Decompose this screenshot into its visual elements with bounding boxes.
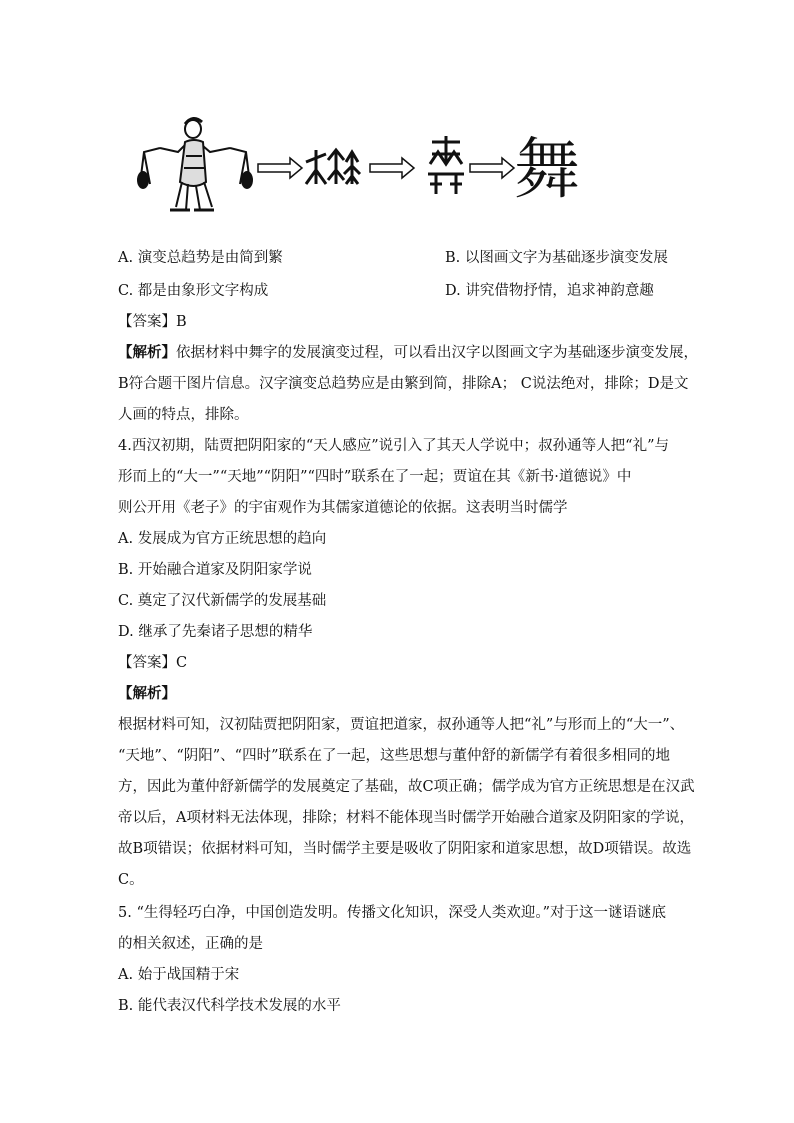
q4-stem-line-1: 4.西汉初期，陆贾把阴阳家的“天人感应”说引入了其天人学说中；叔孙通等人把“礼”与 <box>118 438 669 454</box>
q5-option-b: B. 能代表汉代科学技术发展的水平 <box>118 998 341 1014</box>
oracle-bone-wu-icon <box>306 150 360 184</box>
q4-analysis-line-2: “天地”、“阴阳”、“四时”联系在了一起，这些思想与董仲舒的新儒学有着很多相同的地 <box>118 748 670 764</box>
q4-stem-line-3: 则公开用《老子》的宇宙观作为其儒家道德论的依据。这表明当时儒学 <box>118 500 568 516</box>
q3-answer: 【答案】B <box>118 314 187 330</box>
q5-option-a: A. 始于战国精于宋 <box>118 967 240 983</box>
arrow-right-icon <box>470 158 514 178</box>
modern-wu-character: 舞 <box>514 131 580 208</box>
q3-option-a: A. 演变总趋势是由简到繁 <box>118 250 283 266</box>
q3-option-c: C. 都是由象形文字构成 <box>118 283 269 299</box>
q5-stem-line-1: 5. “生得轻巧白净，中国创造发明。传播文化知识，深受人类欢迎。”对于这一谜语谜底 <box>118 905 667 921</box>
q4-stem-line-2: 形而上的“大一”“天地”“阴阳”“四时”联系在了一起；贾谊在其《新书·道德说》中 <box>118 469 632 485</box>
evolution-illustration <box>130 112 590 222</box>
q3-analysis-tag: 【解析】 <box>118 344 176 361</box>
q3-analysis-line-2: B符合题干图片信息。汉字演变总趋势应是由繁到简，排除A； C说法绝对，排除；D是文 <box>118 376 689 392</box>
q4-analysis-line-1: 根据材料可知，汉初陆贾把阴阳家，贾谊把道家，叔孙通等人把“礼”与形而上的“大一”、 <box>118 717 685 733</box>
q4-option-b: B. 开始融合道家及阴阳家学说 <box>118 562 312 578</box>
q3-analysis-line-1 <box>118 343 698 363</box>
q3-option-b: B. 以图画文字为基础逐步演变发展 <box>445 250 668 266</box>
q4-analysis-tag: 【解析】 <box>118 685 176 702</box>
q3-analysis-text-1: 依据材料中舞字的发展演变过程，可以看出汉字以图画文字为基础逐步演变发展， <box>176 345 698 361</box>
q4-option-a: A. 发展成为官方正统思想的趋向 <box>118 531 327 547</box>
dancer-pictograph-icon <box>138 118 252 210</box>
q4-analysis-line-6: C。 <box>118 872 144 888</box>
arrow-right-icon <box>370 158 414 178</box>
arrow-right-icon <box>258 158 302 178</box>
q4-analysis-line-4: 帝以后，A项材料无法体现，排除；材料不能体现当时儒学开始融合道家及阴阳家的学说， <box>118 810 694 826</box>
q5-stem-line-2: 的相关叙述，正确的是 <box>118 936 263 952</box>
seal-script-wu-icon <box>428 136 464 194</box>
q3-analysis-line-3: 人画的特点，排除。 <box>118 407 249 423</box>
q4-option-c: C. 奠定了汉代新儒学的发展基础 <box>118 593 327 609</box>
q3-option-d: D. 讲究借物抒情，追求神韵意趣 <box>445 283 654 299</box>
q4-analysis-line-5: 故B项错误；依据材料可知，当时儒学主要是吸收了阴阳家和道家思想，故D项错误。故选 <box>118 841 692 857</box>
q4-option-d: D. 继承了先秦诸子思想的精华 <box>118 624 313 640</box>
q4-answer: 【答案】C <box>118 655 188 671</box>
q4-analysis-line-3: 方，因此为董仲舒新儒学的发展奠定了基础，故C项正确；儒学成为官方正统思想是在汉武 <box>118 779 695 795</box>
character-evolution-figure <box>130 112 590 222</box>
